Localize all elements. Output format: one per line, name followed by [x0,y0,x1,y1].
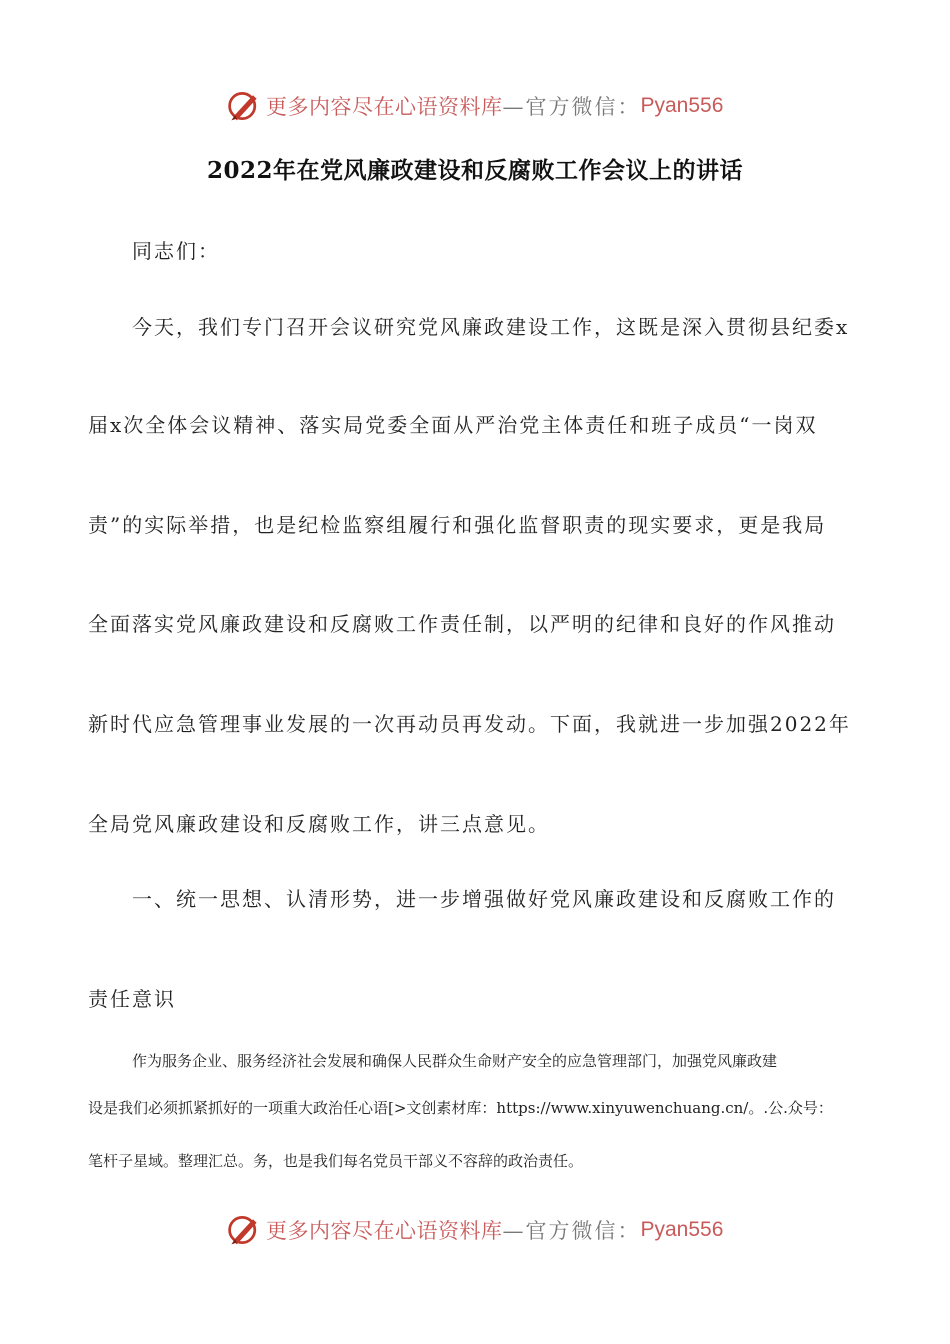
banner-wechat-label: —官方微信： [502,1219,641,1243]
section-heading-line: 一、统一思想、认清形势，进一步增强做好党风廉政建设和反腐败工作的 [132,887,836,911]
paragraph-line: 新时代应急管理事业发展的一次再动员再发动。下面，我就进一步加强2022年 [88,712,851,736]
paragraph-small-line: 作为服务企业、服务经济社会发展和确保人民群众生命财产安全的应急管理部门，加强党风廉政建 [132,1052,778,1070]
banner-wechat-id: Pyan556 [640,1218,724,1241]
banner-library-text: 更多内容尽在心语资料库 [266,1219,503,1243]
pen-logo-icon [226,1212,262,1248]
banner-library-text: 更多内容尽在心语资料库 [266,95,503,119]
section-heading-line: 责任意识 [88,987,176,1011]
paragraph-small-line: 笔杆子星域。整理汇总。务，也是我们每名党员干部义不容辞的政治责任。 [88,1152,584,1170]
paragraph-line: 今天，我们专门召开会议研究党风廉政建设工作，这既是深入贯彻县纪委x [132,315,850,339]
header-banner [226,86,723,126]
greeting: 同志们： [132,239,220,263]
paragraph-line: 全面落实党风廉政建设和反腐败工作责任制，以严明的纪律和良好的作风推动 [88,612,836,636]
paragraph-line: 届x次全体会议精神、落实局党委全面从严治党主体责任和班子成员“一岗双 [88,413,818,437]
paragraph-line: 责”的实际举措，也是纪检监察组履行和强化监督职责的现实要求，更是我局 [88,513,827,537]
footer-banner [226,1210,723,1250]
paragraph-small-line: 设是我们必须抓紧抓好的一项重大政治任心语[>文创素材库：https://www.xinyuwenchuang.cn/。.公.众号： [88,1099,833,1117]
pen-logo-icon [226,88,262,124]
document-title: 2022年在党风廉政建设和反腐败工作会议上的讲话 [206,157,743,184]
banner-wechat-label: —官方微信： [502,95,641,119]
paragraph-line: 全局党风廉政建设和反腐败工作，讲三点意见。 [88,812,550,836]
banner-wechat-id: Pyan556 [640,94,724,117]
